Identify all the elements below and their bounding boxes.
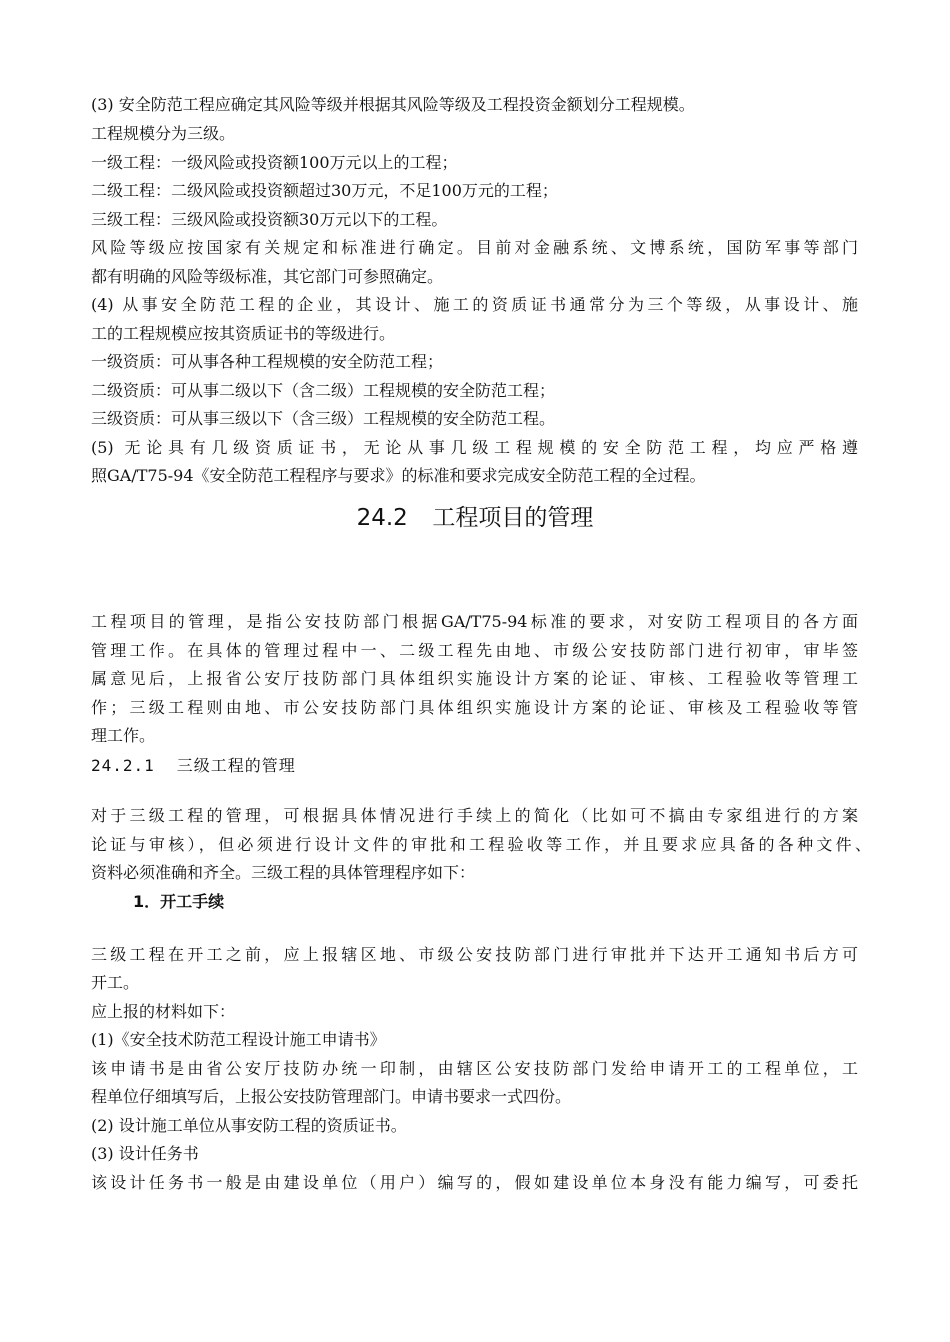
paragraph-line: 风险等级应按国家有关规定和标准进行确定。目前对金融系统、文博系统，国防军事等部门 (91, 238, 858, 257)
paragraph-line: 工的工程规模应按其资质证书的等级进行。 (91, 324, 396, 343)
subsection-title: 三级工程的管理 (176, 756, 296, 775)
paragraph-line: 三级工程在开工之前，应上报辖区地、市级公安技防部门进行审批并下达开工通知书后方可 (91, 945, 858, 964)
section-title: 工程项目的管理 (432, 505, 594, 531)
paragraph-line: (4) 从事安全防范工程的企业，其设计、施工的资质证书通常分为三个等级，从事设计、施 (91, 295, 858, 314)
paragraph-line: 工程规模分为三级。 (91, 124, 236, 143)
paragraph-line: 作；三级工程则由地、市公安技防部门具体组织实施设计方案的论证、审核及工程验收等管 (91, 698, 858, 717)
list-heading: 1．开工手续 (133, 892, 225, 911)
paragraph-line: 三级资质：可从事三级以下（含三级）工程规模的安全防范工程。 (91, 409, 556, 428)
paragraph-line: 属意见后，上报省公安厅技防部门具体组织实施设计方案的论证、审核、工程验收等管理工 (91, 669, 858, 688)
paragraph-line: 都有明确的风险等级标准，其它部门可参照确定。 (91, 267, 444, 286)
section-heading (0, 503, 950, 533)
paragraph-line: 二级工程：二级风险或投资额超过30万元，不足100万元的工程； (91, 181, 558, 200)
paragraph-line: 对于三级工程的管理，可根据具体情况进行手续上的简化（比如可不搞由专家组进行的方案 (91, 806, 858, 825)
paragraph-line: (3) 安全防范工程应确定其风险等级并根据其风险等级及工程投资金额划分工程规模。 (91, 95, 695, 114)
paragraph-line: 工程项目的管理，是指公安技防部门根据GA/T75-94标准的要求，对安防工程项目的各方面 (91, 612, 858, 631)
paragraph-line: 论证与审核），但必须进行设计文件的审批和工程验收等工作，并且要求应具备的各种文件、 (91, 835, 871, 854)
subsection-number: 24.2.1 (91, 756, 155, 775)
paragraph-line: 一级工程：一级风险或投资额100万元以上的工程； (91, 153, 458, 172)
paragraph-line: 管理工作。在具体的管理过程中一、二级工程先由地、市级公安技防部门进行初审，审毕签 (91, 641, 858, 660)
paragraph-line: 资料必须准确和齐全。三级工程的具体管理程序如下： (91, 863, 476, 882)
paragraph-line: 理工作。 (91, 726, 156, 745)
paragraph-line: (3) 设计任务书 (91, 1144, 199, 1163)
paragraph-line: 一级资质：可从事各种工程规模的安全防范工程； (91, 352, 444, 371)
paragraph-line: 该设计任务书一般是由建设单位（用户）编写的，假如建设单位本身没有能力编写，可委托 (91, 1173, 858, 1192)
paragraph-line: 照GA/T75-94《安全防范工程程序与要求》的标准和要求完成安全防范工程的全过程。 (91, 466, 706, 485)
paragraph-line: 三级工程：三级风险或投资额30万元以下的工程。 (91, 210, 448, 229)
paragraph-line: 该申请书是由省公安厅技防办统一印制，由辖区公安技防部门发给申请开工的工程单位，工 (91, 1059, 858, 1078)
paragraph-line: (2) 设计施工单位从事安防工程的资质证书。 (91, 1116, 407, 1135)
paragraph-line: 程单位仔细填写后，上报公安技防管理部门。申请书要求一式四份。 (91, 1087, 572, 1106)
paragraph-line: (5) 无论具有几级资质证书，无论从事几级工程规模的安全防范工程，均应严格遵 (91, 438, 858, 457)
subsection-heading (91, 756, 296, 776)
paragraph-line: 应上报的材料如下： (91, 1002, 236, 1021)
section-number: 24.2 (356, 505, 408, 531)
paragraph-line: 二级资质：可从事二级以下（含二级）工程规模的安全防范工程； (91, 381, 556, 400)
paragraph-line: (1)《安全技术防范工程设计施工申请书》 (91, 1030, 386, 1049)
paragraph-line: 开工。 (91, 973, 140, 992)
